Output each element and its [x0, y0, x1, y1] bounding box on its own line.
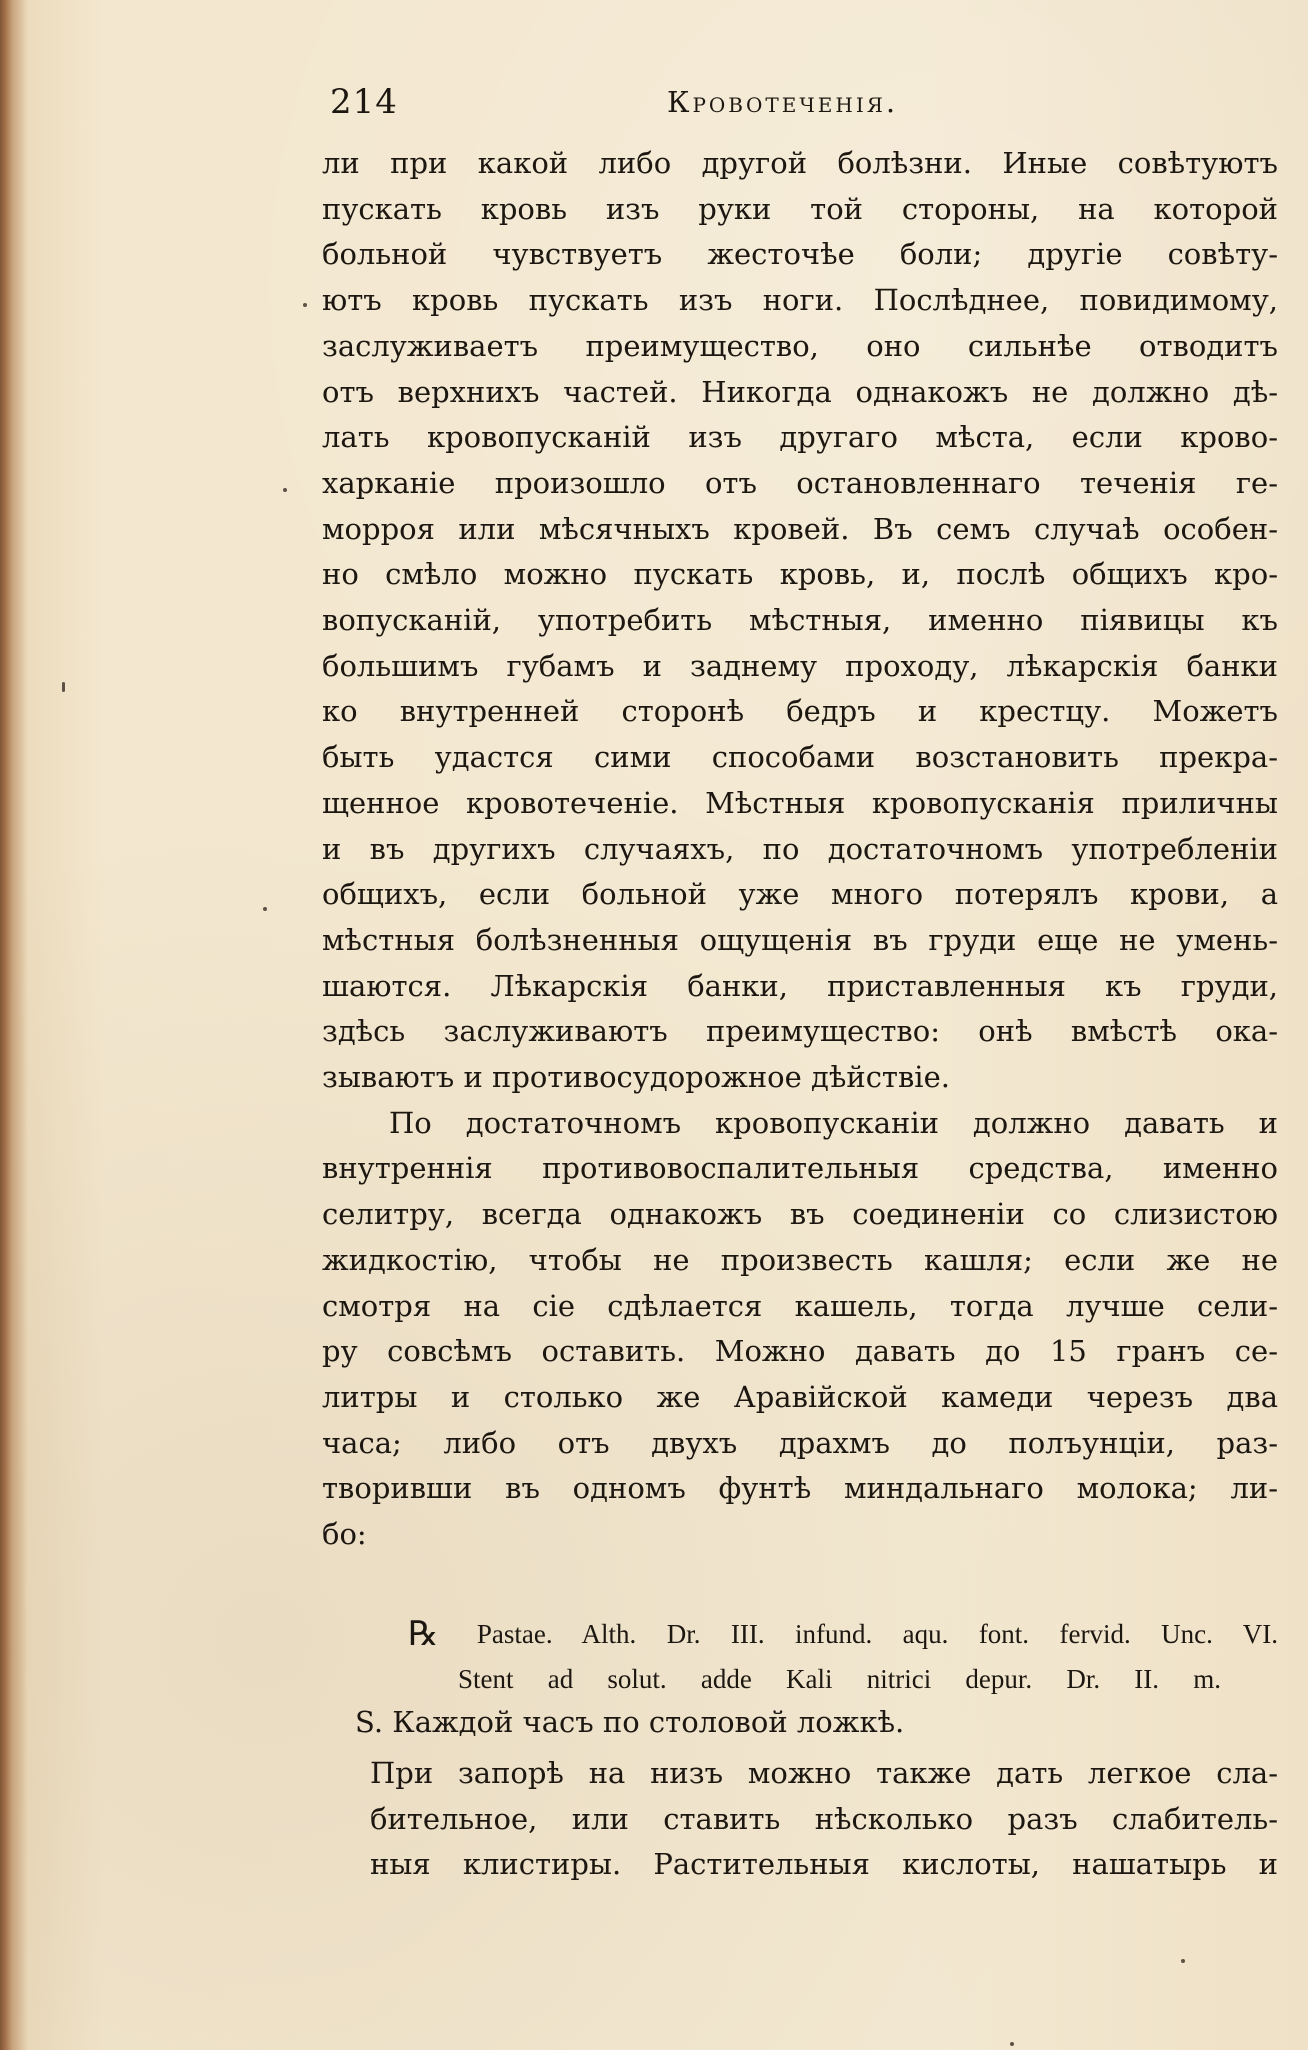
text-line: бительное, или ставить нѣсколько разъ слабитель-	[370, 1801, 1278, 1836]
text-line: мѣстныя болѣзненныя ощущенія въ груди еще не умень-	[322, 922, 1278, 957]
text-line: литры и столько же Аравійской камеди черезъ два	[322, 1379, 1278, 1414]
text-line: ютъ кровь пускать изъ ноги. Послѣднее, повидимому,	[322, 283, 1278, 318]
text-line: общихъ, если больной уже много потерялъ крови, а	[322, 877, 1278, 912]
text-line: большимъ губамъ и заднему проходу, лѣкарскія банки	[322, 648, 1278, 683]
text-line: часа; либо отъ двухъ драхмъ до полъунціи, раз-	[322, 1425, 1278, 1460]
text-line: шаются. Лѣкарскія банки, приставленныя къ груди,	[322, 968, 1278, 1003]
text-line: заслуживаетъ преимущество, оно сильнѣе отводитъ	[322, 328, 1278, 363]
text-line: щенное кровотеченіе. Мѣстныя кровопусканія приличны	[322, 785, 1278, 820]
text-line: и въ другихъ случаяхъ, по достаточномъ употребленіи	[322, 831, 1278, 866]
prescription-text-line-1: Pastae. Alth. Dr. III. infund. aqu. font. fervid. Unc. VI.	[476, 1619, 1278, 1649]
ink-speck	[283, 488, 287, 492]
running-head: Кровотеченія.	[667, 85, 899, 119]
text-line: отъ верхнихъ частей. Никогда однакожъ не должно дѣ-	[322, 374, 1278, 409]
page-number: 214	[330, 82, 398, 122]
text-line: ко внутренней сторонѣ бедръ и крестцу. Можетъ	[322, 694, 1278, 729]
ink-speck	[1181, 1959, 1185, 1963]
text-line: творивши въ одномъ фунтѣ миндальнаго молока; ли-	[322, 1471, 1278, 1506]
ink-speck	[62, 682, 65, 692]
text-line: морроя или мѣсячныхъ кровей. Въ семъ случаѣ особен-	[322, 511, 1278, 546]
text-line: внутреннія противовоспалительныя средства, именно	[322, 1151, 1278, 1186]
ink-speck	[263, 907, 267, 911]
prescription-line	[408, 1612, 1278, 1657]
main-text-block	[322, 141, 1278, 1558]
dosage-instruction: S. Каждой часъ по столовой ложкѣ.	[355, 1705, 905, 1739]
book-binding-edge	[0, 0, 28, 2050]
text-line: ру совсѣмъ оставить. Можно давать до 15 гранъ се-	[322, 1334, 1278, 1369]
ink-speck	[1010, 2042, 1014, 2046]
prescription-text-line-2: Stent ad solut. adde Kali nitrici depur. Dr. II. m.	[458, 1664, 1221, 1694]
text-line: жидкостію, чтобы не произвесть кашля; если же не	[322, 1242, 1278, 1277]
text-line: вопусканій, употребить мѣстныя, именно піявицы къ	[322, 603, 1278, 638]
ink-speck	[303, 303, 307, 307]
text-line: но смѣло можно пускать кровь, и, послѣ общихъ кро-	[322, 557, 1278, 592]
text-line: лать кровопусканій изъ другаго мѣста, если крово-	[322, 420, 1278, 455]
text-line: смотря на сіе сдѣлается кашель, тогда лучше сели-	[322, 1288, 1278, 1323]
text-line: пускать кровь изъ руки той стороны, на которой	[322, 191, 1278, 226]
text-line: зываютъ и противосудорожное дѣйствіе.	[322, 1060, 950, 1095]
text-line: бо:	[322, 1517, 367, 1552]
prescription-symbol: ℞	[408, 1616, 439, 1653]
text-line: здѣсь заслуживаютъ преимущество: онѣ вмѣстѣ ока-	[322, 1014, 1278, 1049]
text-line: больной чувствуетъ жесточѣе боли; другіе совѣту-	[322, 237, 1278, 272]
text-line: селитру, всегда однакожъ въ соединеніи со слизистою	[322, 1197, 1278, 1232]
text-line: харканіе произошло отъ остановленнаго теченія ге-	[322, 465, 1278, 500]
paragraph-start-line: По достаточномъ кровопусканіи должно давать и	[389, 1105, 1278, 1140]
text-line: При запорѣ на низъ можно также дать легкое сла-	[370, 1756, 1278, 1790]
closing-text-block	[370, 1751, 1278, 1888]
text-line: ныя клистиры. Растительныя кислоты, нашатырь и	[370, 1847, 1278, 1882]
page-header	[330, 82, 1230, 122]
text-line: быть удастся сими способами возстановить прекра-	[322, 740, 1278, 775]
text-line: ли при какой либо другой болѣзни. Иные совѣтуютъ	[322, 146, 1278, 180]
prescription-block	[408, 1612, 1278, 1701]
